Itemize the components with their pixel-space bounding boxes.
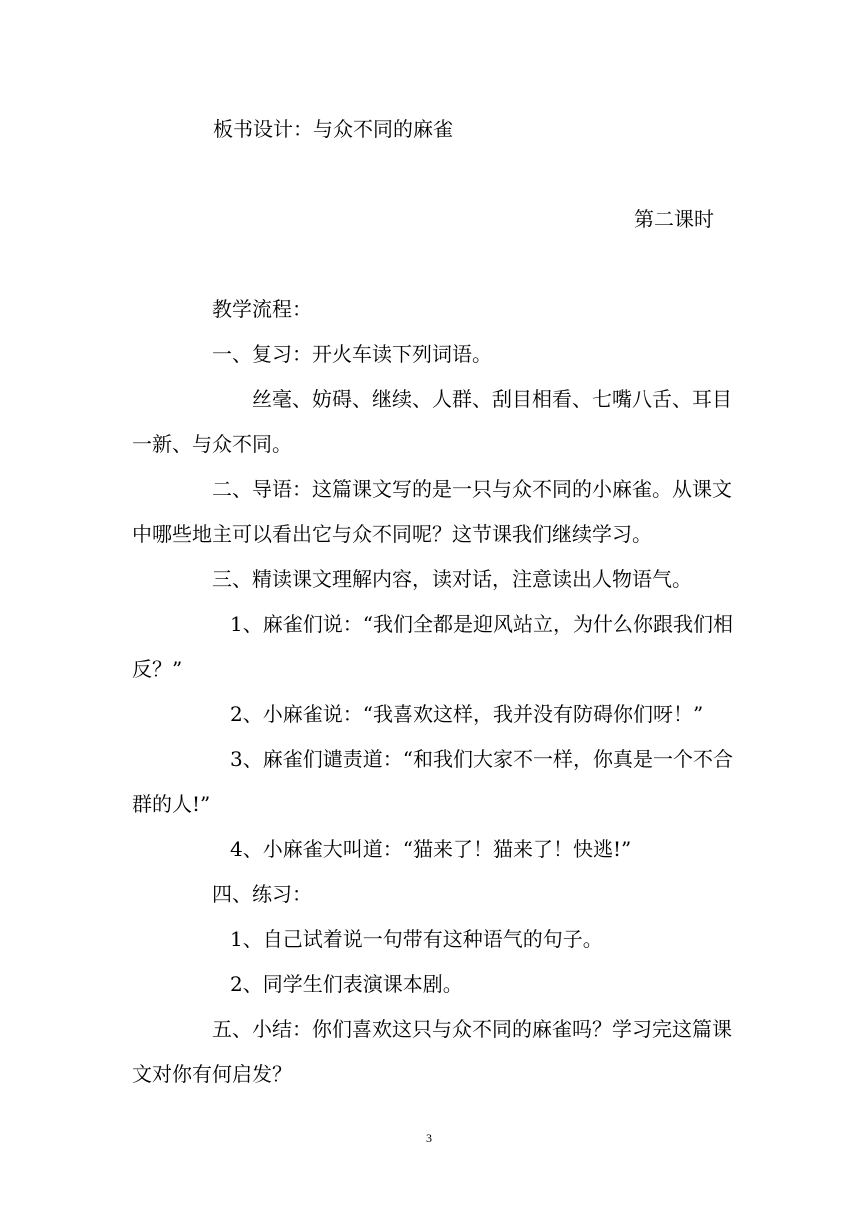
board-design-heading: 板书设计：与众不同的麻雀 [213, 117, 453, 141]
lesson-label: 第二课时 [634, 207, 714, 231]
review-words-line1: 丝毫、妨碍、继续、人群、刮目相看、七嘴八舌、耳目 [252, 387, 732, 411]
reading-item2: 2、小麻雀说：“我喜欢这样，我并没有防碍你们呀！” [230, 702, 704, 726]
reading-item1-line1: 1、麻雀们说：“我们全都是迎风站立，为什么你跟我们相 [230, 612, 733, 636]
review-words-line2: 一新、与众不同。 [132, 432, 292, 456]
intro-line2: 中哪些地主可以看出它与众不同呢？这节课我们继续学习。 [132, 522, 652, 546]
practice-heading: 四、练习： [212, 882, 312, 906]
summary-line2: 文对你有何启发？ [132, 1062, 292, 1086]
process-title: 教学流程： [212, 297, 312, 321]
reading-heading: 三、精读课文理解内容，读对话，注意读出人物语气。 [212, 567, 692, 591]
practice-item2: 2、同学生们表演课本剧。 [230, 972, 463, 996]
page-number: 3 [426, 1131, 432, 1145]
intro-line1: 二、导语：这篇课文写的是一只与众不同的小麻雀。从课文 [212, 477, 732, 501]
reading-item3-line1: 3、麻雀们谴责道：“和我们大家不一样，你真是一个不合 [230, 747, 733, 771]
reading-item1-line2: 反？” [132, 657, 183, 681]
summary-line1: 五、小结：你们喜欢这只与众不同的麻雀吗？学习完这篇课 [212, 1017, 732, 1041]
review-heading: 一、复习：开火车读下列词语。 [212, 342, 492, 366]
reading-item4: 4、小麻雀大叫道：“猫来了！猫来了！快逃!” [230, 837, 632, 861]
reading-item3-line2: 群的人!” [132, 792, 211, 816]
practice-item1: 1、自己试着说一句带有这种语气的句子。 [230, 927, 603, 951]
